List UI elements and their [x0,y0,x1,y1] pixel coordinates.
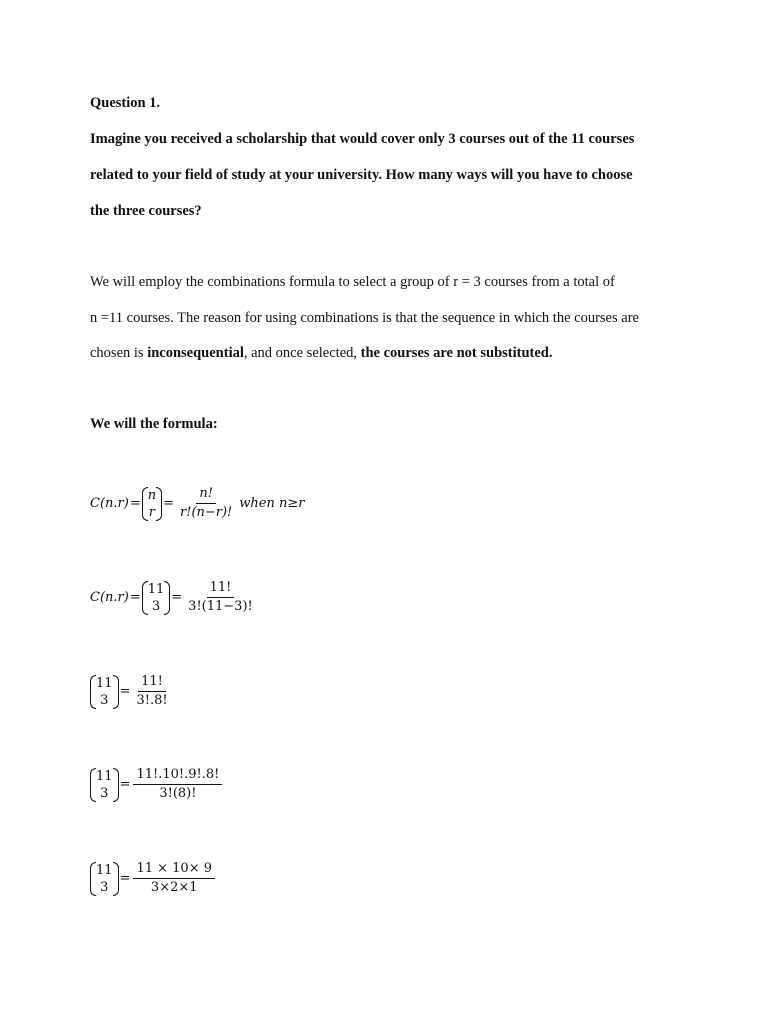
formula-1-binom-top: n [147,487,157,503]
formula-2-binom-top: 11 [147,581,165,597]
formula-5-binom-bottom: 3 [100,879,109,895]
formula-5-binomial [90,862,119,896]
explanation-line-3-middle: , and once selected, [243,345,361,361]
formula-2-denominator: 3!(11−3)! [188,599,253,614]
question-text-line-3: the three courses? [90,203,202,219]
formula-3-fraction [133,674,170,709]
formula-5-binom-top: 11 [96,862,113,878]
formula-5-denominator: 3×2×1 [150,880,198,895]
formula-5-numerator: 11 × 10× 9 [133,861,215,879]
formula-2-equals-1: = [129,590,141,605]
explanation-line-3 [90,344,553,362]
formula-5-fraction [133,861,215,896]
combination-general-formula [90,486,304,521]
formula-1-numerator: n! [196,486,216,504]
formula-1-equals-1: = [129,496,141,511]
formula-4-denominator: 3!(8)! [159,786,197,801]
combination-step-3 [90,674,173,709]
formula-1-denominator: r!(n−r)! [180,505,233,520]
formula-5-equals: = [119,871,131,886]
combination-step-4 [90,767,224,802]
question-text-line-1: Imagine you received a scholarship that would cover only 3 courses out of the 11 courses [90,131,635,147]
formula-3-denominator: 3!.8! [136,693,168,708]
not-substituted-emphasis: the courses are not substituted. [360,345,553,361]
formula-4-binom-top: 11 [96,768,113,784]
formula-4-binomial [90,768,119,802]
formula-4-numerator: 11!.10!.9!.8! [133,767,222,785]
formula-4-binom-bottom: 3 [100,785,109,801]
explanation-line-1: We will employ the combinations formula to select a group of r = 3 courses from a total of [90,274,615,290]
combination-substituted-formula [90,580,258,615]
formula-4-equals: = [119,777,131,792]
formula-2-binom-bottom: 3 [151,598,161,614]
formula-1-lhs: C(n.r) [90,496,129,511]
formula-2-binomial [142,581,171,615]
formula-4-fraction [133,767,222,802]
formula-3-equals: = [119,684,131,699]
formula-2-lhs: C(n.r) [90,590,129,605]
formula-heading: We will the formula: [90,416,218,432]
inconsequential-emphasis: inconsequential [147,345,244,361]
formula-3-binom-bottom: 3 [100,692,109,708]
formula-3-binomial [90,675,119,709]
formula-2-numerator: 11! [207,580,235,598]
formula-3-numerator: 11! [138,674,166,692]
combination-step-5 [90,861,217,896]
formula-1-fraction [177,486,235,521]
explanation-line-3-prefix: chosen is [90,345,148,361]
formula-1-binom-bottom: r [148,504,156,520]
formula-1-equals-2: = [163,496,174,511]
formula-2-equals-2: = [171,590,183,605]
question-heading: Question 1. [90,95,161,111]
formula-1-binomial [142,487,162,521]
question-text-line-2: related to your field of study at your university. How many ways will you have to choose [90,167,633,183]
formula-3-binom-top: 11 [96,675,113,691]
explanation-line-2: n =11 courses. The reason for using combinations is that the sequence in which the courses are [90,310,639,326]
formula-2-fraction [185,580,256,615]
formula-1-condition: when n≥r [239,496,305,511]
